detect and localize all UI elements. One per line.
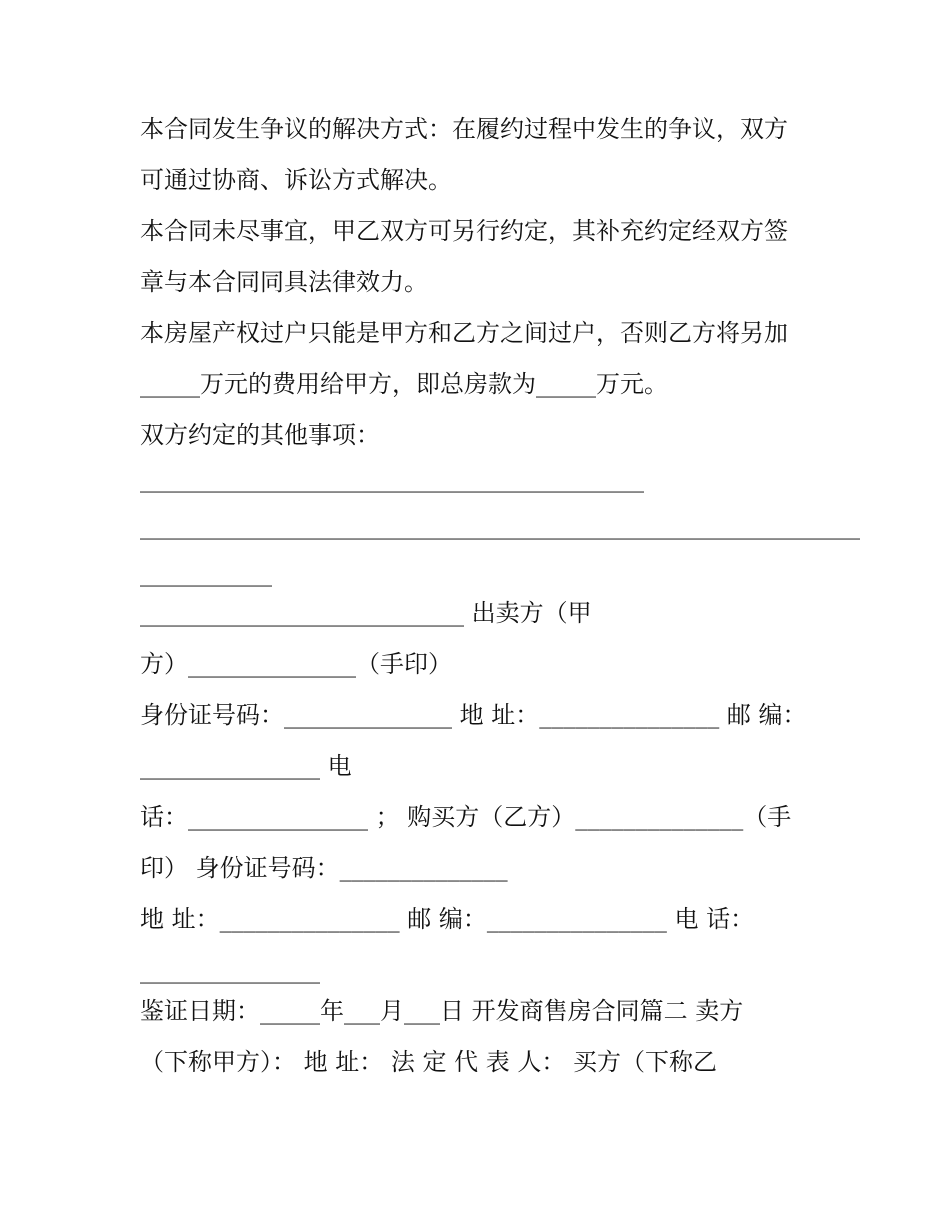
text-line-7: 双方约定的其他事项：	[140, 421, 380, 449]
text-line-12: 话：_______________ ； 购买方（乙方）______________（手	[140, 803, 792, 831]
text-line-10: 身份证号码：______________ 地 址：_______________ 邮 编：	[140, 701, 807, 729]
text-line-8: ___________________________ 出卖方（甲	[140, 599, 592, 627]
text-line-16: 鉴证日期：_____年___月___日 开发商售房合同篇二 卖方	[140, 997, 744, 1025]
blank-line-1: __________________________________________	[140, 465, 644, 493]
text-line-17: （下称甲方）： 地 址： 法 定 代 表 人： 买方（下称乙	[140, 1048, 718, 1076]
text-line-6: _____万元的费用给甲方，即总房款为_____万元。	[140, 370, 668, 398]
blank-line-3: ___________	[140, 559, 272, 587]
text-line-15: _______________	[140, 956, 320, 984]
text-line-13: 印） 身份证号码：______________	[140, 854, 508, 882]
text-line-1: 本合同发生争议的解决方式：在履约过程中发生的争议，双方	[140, 115, 788, 143]
text-line-4: 章与本合同同具法律效力。	[140, 268, 428, 296]
text-line-9: 方）______________（手印）	[140, 650, 452, 678]
text-line-11: _______________ 电	[140, 752, 352, 780]
text-line-2: 可通过协商、诉讼方式解决。	[140, 166, 452, 194]
text-line-5: 本房屋产权过户只能是甲方和乙方之间过户，否则乙方将另加	[140, 319, 788, 347]
text-line-3: 本合同未尽事宜，甲乙双方可另行约定，其补充约定经双方签	[140, 217, 788, 245]
blank-line-2: ____________________________________________________________	[140, 512, 860, 540]
text-line-14: 地 址：_______________ 邮 编：_______________ 电 话：	[140, 905, 755, 933]
